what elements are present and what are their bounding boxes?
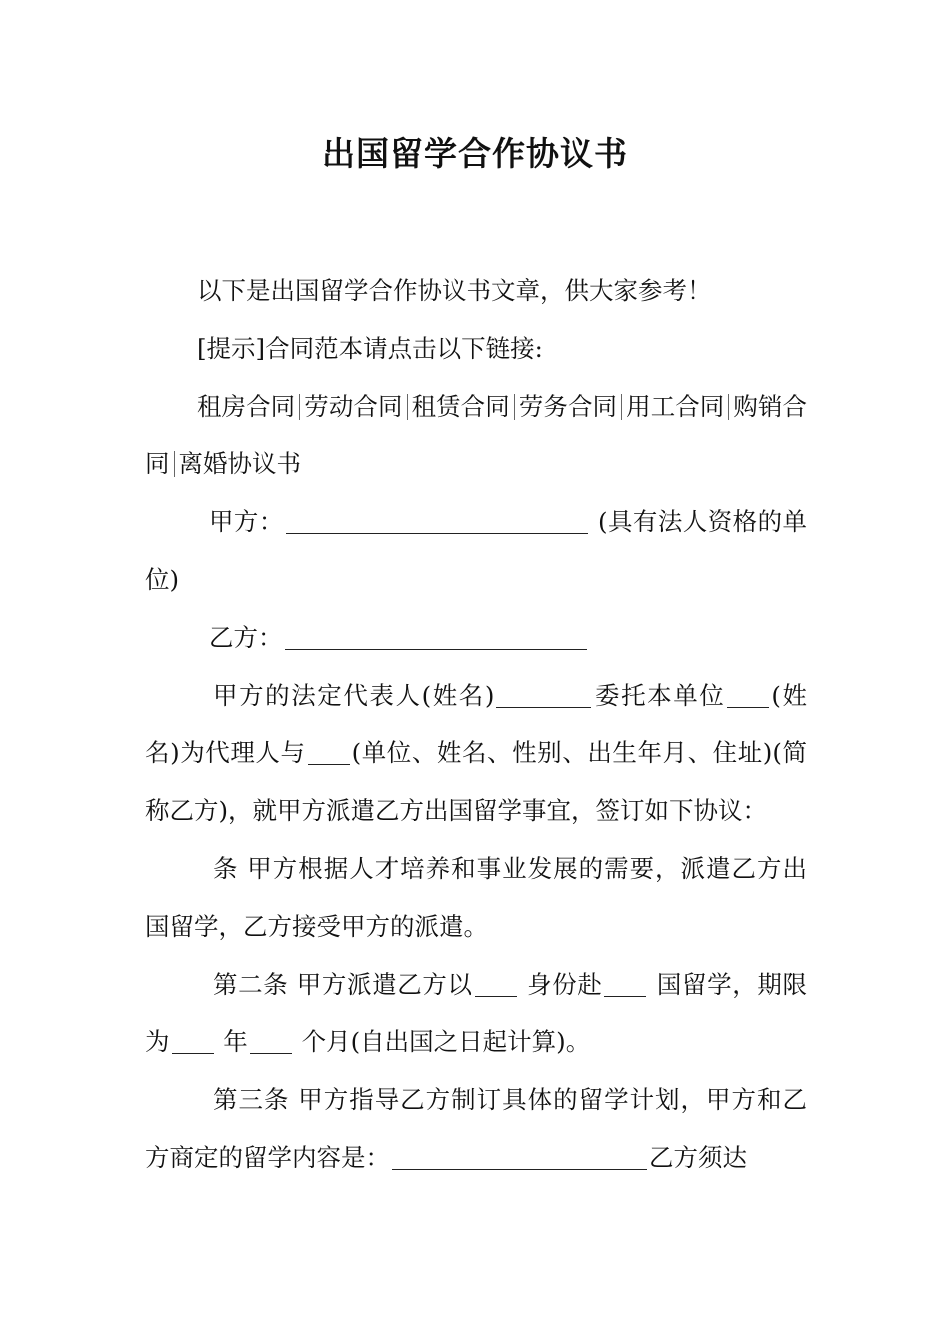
agent-text: 甲方的法定代表人(姓名)	[213, 680, 495, 710]
months-blank	[250, 1029, 292, 1055]
agent-text: (姓名)为代理人与	[145, 680, 807, 768]
contract-link[interactable]: 购销合同	[145, 391, 808, 479]
contract-link[interactable]: 劳务合同	[518, 391, 618, 421]
party-a-note: (具有法人资格的单位)	[145, 507, 808, 594]
link-separator	[621, 394, 622, 420]
party-b-info-blank	[308, 740, 350, 766]
agent-text: (单位、姓名、性别、出生年月、住址)(简称乙方)，就甲方派遣乙方出国留学事宜，签订如下协议：	[145, 738, 807, 826]
tip-paragraph	[145, 320, 807, 378]
article-3-text: 第三条 甲方指导乙方制订具体的留学计划，甲方和乙方商定的留学内容是：	[145, 1085, 807, 1172]
party-a-label: 甲方：	[209, 507, 284, 537]
representative-name-blank	[496, 682, 591, 708]
country-blank	[604, 971, 646, 997]
document-title: 出国留学合作协议书	[322, 134, 628, 173]
party-a-blank	[286, 509, 588, 535]
article-1-text: 条 甲方根据人才培养和事业发展的需要，派遣乙方出国留学，乙方接受甲方的派遣。	[145, 853, 807, 941]
agent-name-blank	[727, 682, 769, 708]
link-separator	[728, 394, 729, 420]
agent-text: 委托本单位	[593, 680, 726, 710]
article-2-text: 年	[223, 1027, 248, 1057]
link-separator	[514, 394, 515, 420]
party-b-label: 乙方：	[209, 622, 283, 652]
party-b-blank	[285, 624, 587, 650]
link-separator	[407, 394, 408, 420]
contract-link[interactable]: 租赁合同	[411, 391, 510, 421]
article-2-text: 个月(自出国之日起计算)。	[301, 1027, 591, 1057]
contract-links-paragraph	[145, 378, 807, 494]
article-3-text: 乙方须达	[649, 1142, 747, 1172]
party-a-paragraph	[145, 493, 807, 609]
study-content-blank	[392, 1144, 647, 1170]
contract-link[interactable]: 用工合同	[626, 391, 725, 421]
tip-text: [提示]合同范本请点击以下链接:	[197, 333, 543, 363]
years-blank	[172, 1029, 214, 1055]
link-separator	[299, 394, 300, 420]
article-2-text: 身份赴	[527, 969, 603, 999]
link-separator	[174, 451, 175, 477]
agent-paragraph	[145, 667, 807, 840]
intro-text: 以下是出国留学合作协议书文章，供大家参考！	[197, 276, 712, 305]
party-b-paragraph	[145, 609, 807, 667]
contract-link[interactable]: 租房合同	[197, 391, 296, 421]
identity-blank	[475, 971, 517, 997]
document-body	[145, 262, 807, 1187]
article-1-paragraph	[145, 840, 807, 956]
article-2-text: 国留学，期限为	[145, 969, 807, 1057]
article-3-paragraph	[145, 1071, 807, 1187]
article-2-paragraph	[145, 956, 807, 1072]
contract-link[interactable]: 离婚协议书	[178, 449, 301, 479]
intro-paragraph	[145, 262, 807, 320]
article-2-text: 第二条 甲方派遣乙方以	[213, 969, 473, 999]
contract-link[interactable]: 劳动合同	[304, 391, 403, 421]
